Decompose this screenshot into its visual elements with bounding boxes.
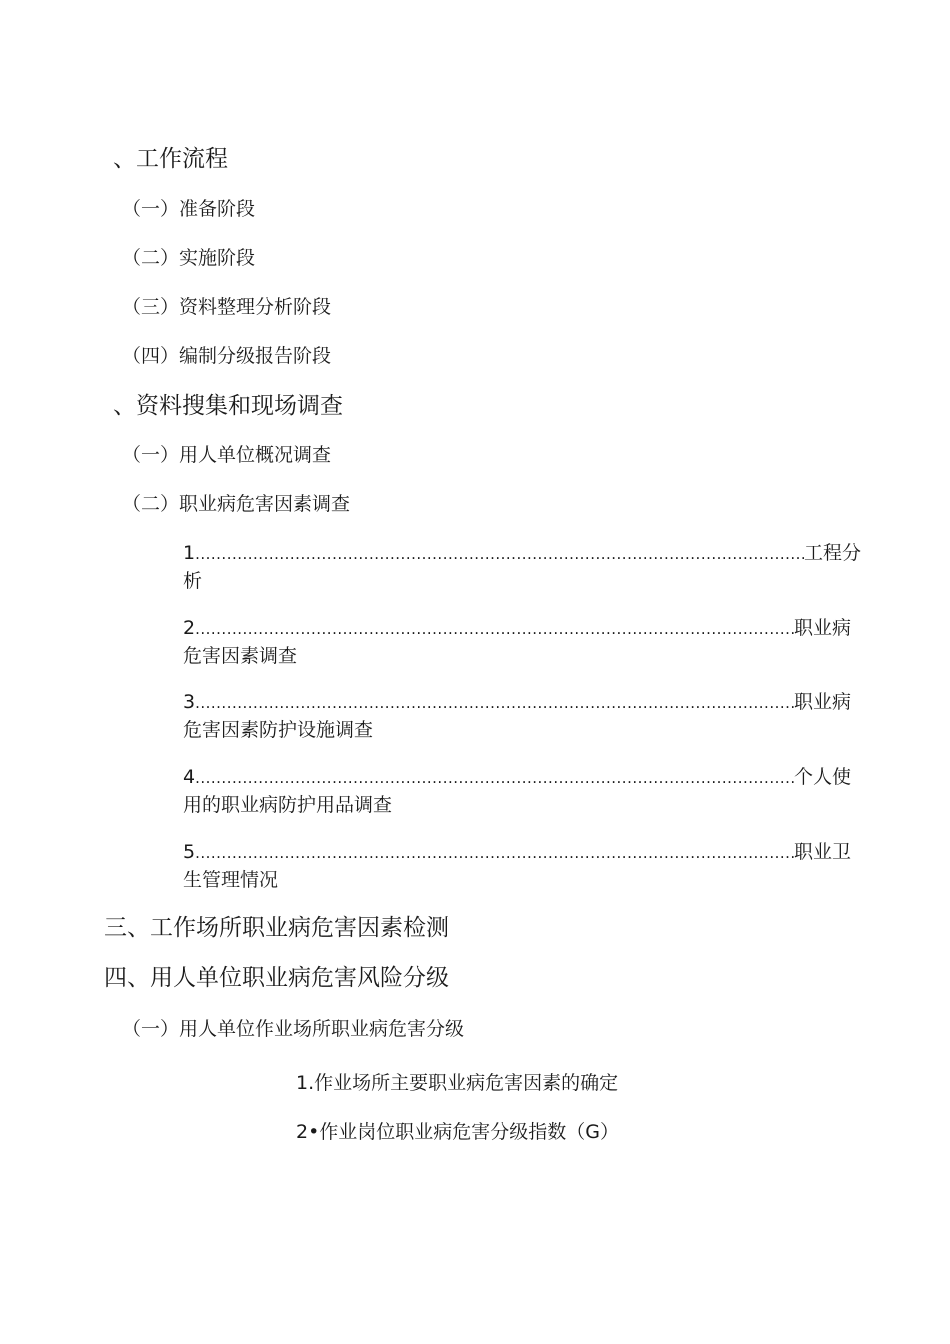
toc-entry [183, 766, 861, 818]
toc-leader-dots [195, 547, 804, 562]
toc-entry [183, 841, 861, 893]
toc-entry [183, 542, 861, 594]
toc-entry-title: 职业卫 [793, 841, 851, 863]
toc-entry-title: 职业病 [793, 691, 851, 713]
sub-item: 2•作业岗位职业病危害分级指数（G） [296, 1121, 620, 1143]
toc-entry-title-continued: 用的职业病防护用品调查 [183, 793, 393, 816]
toc-leader-dots [195, 846, 794, 861]
toc-entry-number: 3 [183, 691, 196, 713]
toc-entry-title: 工程分 [803, 542, 861, 564]
section-heading: 四、用人单位职业病危害风险分级 [104, 965, 449, 991]
toc-entry [183, 617, 861, 669]
toc-entry-title-continued: 生管理情况 [183, 868, 279, 891]
toc-leader-dots [195, 771, 794, 786]
toc-leader-dots [195, 622, 794, 637]
toc-entry-number: 5 [183, 841, 196, 863]
toc-entry-number: 4 [183, 766, 196, 788]
toc-entry-title: 职业病 [793, 617, 851, 639]
subsection-heading: （一）用人单位作业场所职业病危害分级 [122, 1018, 465, 1040]
section-heading: 、工作流程 [113, 146, 228, 172]
subsection-heading: （二）职业病危害因素调查 [122, 493, 351, 515]
toc-entry-title-continued: 危害因素调查 [183, 644, 298, 667]
subsection-heading: （一）用人单位概况调查 [122, 444, 332, 466]
toc-entry-title-continued: 危害因素防护设施调查 [183, 718, 374, 741]
toc-entry-number: 2 [183, 617, 196, 639]
toc-entry-title: 个人使 [793, 766, 851, 788]
sub-item: 1.作业场所主要职业病危害因素的确定 [296, 1072, 619, 1094]
toc-entry-number: 1 [183, 542, 196, 564]
toc-entry-title-continued: 析 [183, 569, 203, 592]
toc-leader-dots [195, 696, 794, 711]
subsection-heading: （三）资料整理分析阶段 [122, 296, 332, 318]
subsection-heading: （二）实施阶段 [122, 247, 256, 269]
section-heading: 三、工作场所职业病危害因素检测 [104, 915, 449, 941]
subsection-heading: （一）准备阶段 [122, 198, 256, 220]
section-heading: 、资料搜集和现场调查 [113, 393, 343, 419]
subsection-heading: （四）编制分级报告阶段 [122, 345, 332, 367]
toc-entry [183, 691, 861, 743]
